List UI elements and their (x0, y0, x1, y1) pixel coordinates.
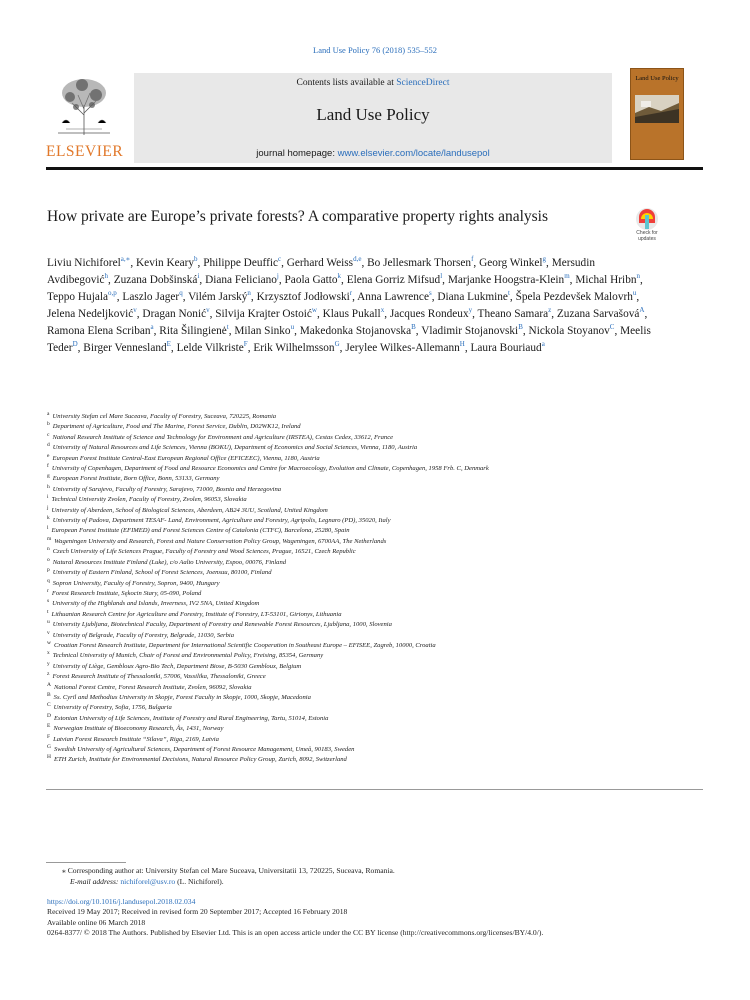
author-affiliation-mark[interactable]: f (471, 255, 474, 263)
author-affiliation-mark[interactable]: x (380, 306, 385, 315)
author-name: Philippe Deuffic (203, 257, 278, 269)
affiliation-label: l (47, 525, 49, 532)
footnote-mark: ⁎ (62, 866, 66, 875)
author-affiliation-mark[interactable]: B (411, 323, 416, 332)
author-affiliation-mark[interactable]: A (639, 306, 645, 315)
affiliation-item (47, 631, 707, 641)
affiliation-text: University of Forestry, Sofia, 1756, Bulgaria (53, 704, 172, 712)
check-for-updates-badge[interactable] (628, 207, 666, 245)
author-affiliation-mark[interactable]: i (197, 272, 200, 281)
author-name: Kevin Keary (136, 257, 195, 269)
author[interactable] (47, 257, 130, 269)
received-dates: Received 19 May 2017; Received in revised form 20 September 2017; Accepted 16 February 2018 (47, 907, 348, 917)
affiliation-text: Natural Resources Institute Finland (Luke), c/o Aalto University, Espoo, 00076, Finland (52, 558, 287, 566)
affiliation-item (47, 547, 707, 557)
article-info (47, 897, 727, 939)
affiliation-label: F (47, 733, 51, 740)
affiliation-text: Lithuanian Research Centre for Agriculture and Forestry, Institute of Forestry, LT-53101, Girionys, Lithuania (51, 610, 342, 618)
affiliation-label: E (47, 723, 51, 730)
author-name: Vladimir Stojanovski (421, 325, 519, 338)
affiliation-text: University of Liège, Gembloux Agro-Bio Tech, Department Biose, B-5030 Gembloux, Belgium (52, 662, 302, 670)
author-name: Theano Samara (477, 308, 549, 321)
affiliation-text: Wageningen University and Research, Forest and Nature Conservation Policy Group, Wageningen, 6700AA, The Netherlands (54, 537, 387, 545)
author[interactable] (234, 325, 294, 337)
header-rule (46, 167, 703, 170)
author-name: Jelena Nedeljković (47, 308, 134, 321)
author-name: Rita Šilingienė (159, 325, 227, 338)
affiliation-item (47, 703, 707, 713)
author-name: Diana Feliciano (205, 274, 277, 287)
author-affiliation-mark[interactable]: F (243, 340, 248, 349)
affiliation-text: Forest Research Institute, Sękocin Stary, 05-090, Poland (51, 589, 202, 597)
author-name: Jerylee Wilkes-Allemann (345, 342, 460, 355)
author-affiliation-mark[interactable]: G (334, 340, 340, 349)
affiliation-text: European Forest Institute (EFIMED) and Forest Sciences Centre of Catalonia (CTFC), Barcelona, 25280, Spain (51, 527, 350, 535)
affiliation-item (47, 579, 707, 589)
author-name: Paola Gatto (284, 274, 338, 287)
journal-info-box (134, 73, 612, 163)
author[interactable] (471, 342, 545, 354)
crossmark-icon (628, 207, 666, 231)
author[interactable] (159, 325, 228, 337)
doi-link[interactable]: https://doi.org/10.1016/j.landusepol.2018.02.034 (47, 897, 196, 906)
affiliation-item (47, 641, 707, 651)
author-name: Liviu Nichiforel (47, 257, 121, 269)
author-affiliation-mark[interactable]: D (72, 340, 78, 349)
affiliation-label: C (47, 702, 51, 709)
cover-title: Land Use Policy (635, 75, 679, 82)
license-line: 0264-8377/ © 2018 The Authors. Published by Elsevier Ltd. This is an open access article under the CC BY license (http://creativecommons.org/licenses/BY/4.0/). (47, 928, 544, 938)
author-affiliation-mark[interactable]: v (206, 306, 210, 315)
homepage-link[interactable]: www.elsevier.com/locate/landusepol (337, 148, 490, 159)
author-affiliation-mark[interactable]: b (194, 255, 198, 263)
affiliation-list (47, 412, 707, 766)
affiliation-label: o (47, 556, 50, 563)
affiliation-item (47, 599, 707, 609)
affiliation-text: National Research Institute of Science and Technology for Environment and Agriculture (IRSTEA), Cestas Cedex, 33612, France (52, 433, 394, 441)
author[interactable] (287, 257, 362, 269)
affiliation-text: University of Sarajevo, Faculty of Forestry, Sarajevo, 71000, Bosnia and Herzegovina (52, 485, 282, 493)
affiliation-item (47, 433, 707, 443)
author-name: Jacques Rondeux (389, 308, 469, 321)
affiliation-text: Department of Agriculture, Food and The Marine, Forest Service, Dublin, D02WK12, Ireland (52, 423, 301, 431)
journal-reference[interactable]: Land Use Policy 76 (2018) 535–552 (313, 45, 437, 55)
author[interactable] (575, 274, 640, 286)
affiliation-text: University Stefan cel Mare Suceava, Faculty of Forestry, Suceava, 720225, Romania (52, 413, 277, 420)
author-affiliation-mark[interactable]: E (166, 340, 171, 349)
author-name: Meelis Teder (47, 325, 651, 355)
author-affiliation-mark[interactable]: g (542, 255, 547, 263)
email-label: E-mail address: (70, 876, 119, 886)
homepage-line: journal homepage: www.elsevier.com/locate/landusepol (256, 148, 490, 159)
author-name: Vilém Jarský (188, 291, 248, 304)
affiliation-text: European Forest Institute, Born Office, Bonn, 53133, Germany (52, 475, 220, 483)
author-affiliation-mark[interactable]: t (226, 323, 229, 332)
affiliation-item (47, 589, 707, 599)
author-name: Georg Winkel (479, 257, 543, 269)
author[interactable] (347, 274, 442, 286)
affiliation-text: University of Padova, Department TESAF- Land, Environment, Agriculture and Forestry, Agripolis, Legnaro (PD), 35020, Italy (52, 517, 391, 525)
author[interactable] (529, 325, 615, 337)
affiliation-label: y (47, 660, 50, 667)
author-name: Mersudin Avdibegović (47, 257, 595, 287)
affiliation-item (47, 495, 707, 505)
elsevier-logo[interactable] (46, 73, 122, 163)
affiliation-item (47, 568, 707, 578)
journal-cover[interactable] (630, 68, 684, 160)
affiliation-label: D (47, 712, 51, 719)
affiliation-item (47, 516, 707, 526)
affiliation-text: Technical University of Munich, Chair of Forest and Environmental Policy, Freising, 85354, Germany (52, 652, 324, 660)
author-affiliation-mark[interactable]: m (564, 272, 570, 281)
author[interactable] (136, 257, 198, 269)
contents-line: Contents lists available at ScienceDirect (296, 78, 450, 88)
affiliation-item (47, 610, 707, 620)
author[interactable] (421, 325, 523, 337)
author-name: Laszlo Jager (122, 291, 180, 304)
affiliation-label: h (47, 483, 50, 490)
author[interactable] (345, 342, 465, 354)
affiliation-label: e (47, 452, 50, 459)
affiliation-item (47, 714, 707, 724)
publisher-name: ELSEVIER (46, 143, 124, 160)
affiliation-text: Sopron University, Faculty of Forestry, Sopron, 9400, Hungary (52, 579, 220, 587)
author-name: Marjanke Hoogstra-Klein (447, 274, 565, 287)
crossmark-label: Check for updates (636, 230, 658, 242)
author[interactable] (478, 308, 552, 320)
author-affiliation-mark[interactable]: u (290, 323, 295, 332)
available-date: Available online 06 March 2018 (47, 917, 146, 927)
affiliation-label: p (47, 567, 50, 574)
affiliation-text: European Forest Institute Central-East European Regional Office (EFICEEC), Vienna, 1180, Austria (52, 454, 320, 462)
email-suffix: (L. Nichiforel). (177, 876, 224, 886)
affiliation-item (47, 464, 707, 474)
affiliation-item (47, 672, 707, 682)
affiliation-label: c (47, 431, 50, 438)
author-affiliation-mark[interactable]: u (632, 289, 637, 298)
author-affiliation-mark[interactable]: c (277, 255, 282, 263)
author-name: Zuzana Dobšinská (113, 274, 198, 287)
author-name: Michal Hribn (575, 274, 637, 287)
author-affiliation-mark[interactable]: a (541, 340, 545, 349)
affiliation-text: Swedish University of Agricultural Sciences, Department of Forest Resource Management, Umeå, 90183, Sweden (53, 746, 355, 753)
author[interactable] (516, 291, 637, 303)
affiliation-item (47, 537, 707, 547)
affiliation-item (47, 683, 707, 693)
author[interactable] (390, 308, 472, 320)
article-title: How private are Europe’s private forests? A comparative property rights analysis (47, 208, 549, 225)
affiliation-item (47, 412, 707, 422)
author-list: Liviu Nichiforel$^{a,∗}$, Kevin Keary$^b$, Philippe Deuffic$^c$, Gerhard Weiss$^{d,e}$, Bo Jellesmark Thorsen$^f$, Georg Winkel$^g$, Mersudin Avdibegović$^h$, Zuzana Dobšinská$^i$, Diana Feliciano$^j$, Paola Gatto$^k$, Elena Gorriz Mifsud$^l$, Marjanke Hoogstra-Klein$^m$, Michal Hribn$^n$, Teppo Hujala$^{o,p}$, Laszlo Jager$^q$, Vilém Jarský$^n$, Krzysztof Jodłowski$^r$, Anna Lawrence$^s$, Diana Lukmine$^t$, Špela Pezdevšek Malovrh$^u$, Jelena Nedeljković$^v$, Dragan Nonić$^v$, Silvija Krajter Ostoić$^w$, Klaus Pukall$^x$, Jacques Rondeux$^y$, Theano Samara$^z$, Zuzana Sarvašová$^A$, Ramona Elena Scriban$^a$, Rita Šilingienė$^t$, Milan Sinko$^u$, Makedonka Stojanovska$^B$, Vladimir Stojanovski$^B$, Nickola Stoyanov$^C$, Meelis Teder$^D$, Birger Vennesland$^E$, Lelde Vilkriste$^F$, Erik Wilhelmsson$^G$, Jerylee Wilkes-Allemann$^H$, Laura Bouriaud$^a$ (47, 255, 651, 355)
affiliation-label: f (47, 463, 49, 470)
affiliation-item (47, 662, 707, 672)
author-affiliation-mark[interactable]: l (440, 272, 443, 281)
footnote-rule (46, 862, 126, 863)
corresponding-author-footnote (62, 866, 702, 887)
affiliation-label: n (47, 546, 50, 553)
affiliation-label: H (47, 754, 51, 761)
author[interactable] (300, 325, 416, 337)
affiliation-text: University of Copenhagen, Department of Food and Resource Economics and Centre for Macroecology, Evolution and Climate, Copenhagen, 1958 Frb. C, Denmark (51, 465, 489, 473)
author[interactable] (557, 308, 645, 320)
author-affiliation-mark[interactable]: B (518, 323, 523, 332)
author-name: Bo Jellesmark Thorsen (367, 257, 472, 269)
affiliation-text: Estonian University of Life Sciences, Institute of Forestry and Rural Engineering, Tartu, 51014, Estonia (53, 714, 329, 722)
affiliation-label: u (47, 619, 50, 626)
author[interactable] (215, 308, 317, 320)
author-name: Teppo Hujala (47, 291, 109, 304)
affiliation-text: University Ljubljana, Biotechnical Faculty, Department of Forestry and Renewable Forest Resources, Ljubljana, 1000, Slovenia (52, 621, 392, 629)
author-name: Diana Lukmine (437, 291, 508, 304)
elsevier-tree-icon (52, 75, 116, 137)
affiliation-text: Forest Research Institute of Thessaloniki, 57006, Vassilika, Thessaloniki, Greece (52, 673, 266, 681)
affiliation-item (47, 724, 707, 734)
affiliation-label: i (47, 494, 49, 501)
author-affiliation-mark[interactable]: C (609, 323, 615, 332)
author[interactable] (47, 308, 137, 320)
affiliation-label: d (47, 442, 50, 449)
author[interactable] (437, 291, 510, 303)
cover-image-icon (635, 95, 679, 123)
affiliation-item (47, 620, 707, 630)
author-name: Anna Lawrence (357, 291, 429, 304)
affiliation-label: v (47, 629, 50, 636)
affiliation-text: University of Aberdeen, School of Biological Sciences, Aberdeen, AB24 3UU, Scotland, United Kingdom (51, 506, 328, 514)
affiliation-label: k (47, 515, 50, 522)
affiliation-label: w (47, 639, 51, 646)
author[interactable] (285, 274, 342, 286)
affiliation-item (47, 693, 707, 703)
affiliation-label: A (47, 681, 51, 688)
affiliation-label: z (47, 671, 50, 678)
affiliation-text: National Forest Centre, Forest Research Institute, Zvolen, 96092, Slovakia (53, 683, 252, 691)
sciencedirect-link[interactable]: ScienceDirect (396, 78, 450, 88)
author-affiliation-mark[interactable]: j (276, 272, 279, 281)
affiliation-label: a (47, 411, 50, 417)
author[interactable] (114, 274, 200, 286)
affiliation-item (47, 558, 707, 568)
author[interactable] (47, 325, 154, 337)
author[interactable] (357, 291, 432, 303)
author-affiliation-mark[interactable]: k (337, 272, 342, 281)
affiliation-text: University of Natural Resources and Life Sciences, Vienna (BOKU), Department of Economics and Social Sciences, Vienna, 1180, Austria (52, 444, 418, 452)
affiliation-item (47, 422, 707, 432)
author[interactable] (122, 291, 182, 303)
affiliation-label: t (47, 608, 49, 615)
author-affiliation-mark[interactable]: h (104, 272, 109, 281)
affiliation-label: j (47, 504, 49, 511)
affiliation-label: b (47, 421, 50, 428)
author-name: Elena Gorriz Mifsud (346, 274, 441, 287)
author-affiliation-mark[interactable]: r (349, 289, 353, 298)
affiliation-item (47, 506, 707, 516)
author-affiliation-mark[interactable]: w (311, 306, 317, 315)
author-name: Krzysztof Jodłowski (256, 291, 350, 304)
author-affiliation-mark[interactable]: o,p (108, 289, 117, 298)
affiliation-item (47, 485, 707, 495)
author-name: Nickola Stoyanov (528, 325, 610, 338)
author-name: Silvija Krajter Ostoić (215, 308, 312, 321)
affiliation-text: ETH Zurich, Institute for Environmental Decisions, Natural Resource Policy Group, Zurich, 8092, Switzerland (53, 756, 347, 764)
affiliation-label: B (47, 691, 51, 698)
affiliation-label: s (47, 598, 50, 605)
author[interactable] (188, 291, 251, 303)
author-affiliation-mark[interactable]: v (133, 306, 137, 315)
author-name: Makedonka Stojanovska (299, 325, 412, 338)
affiliation-item (47, 755, 707, 765)
affiliation-label: r (47, 587, 49, 594)
affiliation-item (47, 735, 707, 745)
affiliation-label: G (47, 744, 51, 750)
affiliation-item (47, 745, 707, 755)
author-name: Dragan Nonić (142, 308, 207, 321)
affiliation-label: m (47, 535, 52, 542)
author[interactable] (83, 342, 171, 354)
author[interactable] (142, 308, 209, 320)
author-affiliation-mark[interactable]: s (428, 289, 432, 298)
author-name: Birger Vennesland (83, 342, 167, 355)
affiliation-text: Ss. Cyril and Methodius University in Skopje, Forest Faculty in Skopje, 1000, Skopje, Macedonia (53, 693, 311, 701)
affiliation-text: Latvian Forest Research Institute “Silava”, Riga, 2169, Latvia (53, 735, 219, 743)
author-affiliation-mark[interactable]: z (548, 306, 552, 315)
affiliation-label: q (47, 577, 50, 584)
author[interactable] (177, 342, 248, 354)
author-name: Gerhard Weiss (286, 257, 354, 269)
journal-header (46, 73, 679, 163)
author-affiliation-mark[interactable]: a (150, 323, 154, 332)
author-affiliation-mark[interactable]: a,∗ (120, 255, 131, 263)
author[interactable] (203, 257, 281, 269)
author[interactable] (479, 257, 546, 269)
author-affiliation-mark[interactable]: H (459, 340, 465, 349)
affiliation-text: University of Belgrade, Faculty of Forestry, Belgrade, 11030, Serbia (52, 631, 235, 639)
affiliation-item (47, 443, 707, 453)
author-name: Ramona Elena Scriban (47, 325, 151, 338)
author[interactable] (448, 274, 570, 286)
affiliation-text: Croatian Forest Research Institute, Department for International Scientific Cooperation in Southeast Europe – EFISEE, Zagreb, 10000, Croatia (53, 641, 436, 649)
author-affiliation-mark[interactable]: d,e (353, 255, 362, 263)
author-affiliation-mark[interactable]: q (179, 289, 183, 298)
author[interactable] (47, 291, 117, 303)
author-name: Erik Wilhelmsson (253, 342, 335, 355)
author-name: Laura Bouriaud (470, 342, 542, 355)
author[interactable] (323, 308, 385, 320)
author[interactable] (253, 342, 339, 354)
author-name: Špela Pezdevšek Malovrh (515, 291, 633, 304)
author-affiliation-mark[interactable]: y (468, 306, 473, 315)
affiliation-label: g (47, 473, 50, 480)
section-rule (46, 789, 703, 790)
author-name: Milan Sinko (234, 325, 291, 338)
affiliation-text: Technical University Zvolen, Faculty of Forestry, Zvolen, 96053, Slovakia (51, 496, 247, 504)
author-name: Lelde Vilkriste (176, 342, 244, 355)
affiliation-item (47, 454, 707, 464)
affiliation-item (47, 526, 707, 536)
affiliation-text: Czech University of Life Sciences Prague, Faculty of Forestry and Wood Sciences, Prague, 16521, Czech Republic (52, 548, 356, 556)
author-affiliation-mark[interactable]: n (636, 272, 640, 281)
author[interactable] (257, 291, 353, 303)
author-affiliation-mark[interactable]: t (507, 289, 510, 298)
email-link[interactable]: nichiforel@usv.ro (120, 876, 176, 886)
affiliation-text: University of Eastern Finland, School of Forest Sciences, Joensuu, 80100, Finland (52, 569, 272, 577)
corresponding-address: Corresponding author at: University Stefan cel Mare Suceava, Universitatii 13, 720225, Suceava, Romania. (67, 866, 395, 875)
affiliation-item (47, 651, 707, 661)
author[interactable] (205, 274, 279, 286)
journal-name: Land Use Policy (316, 105, 430, 124)
author-affiliation-mark[interactable]: n (247, 289, 251, 298)
author-name: Klaus Pukall (322, 308, 381, 321)
affiliation-label: x (47, 650, 50, 657)
affiliation-text: University of the Highlands and Islands, Inverness, IV2 5NA, United Kingdom (52, 600, 260, 608)
author-name: Zuzana Sarvašová (556, 308, 640, 321)
affiliation-item (47, 474, 707, 484)
author[interactable] (367, 257, 473, 269)
affiliation-text: Norwegian Institute of Bioeconomy Research, Ås, 1431, Norway (53, 725, 224, 733)
